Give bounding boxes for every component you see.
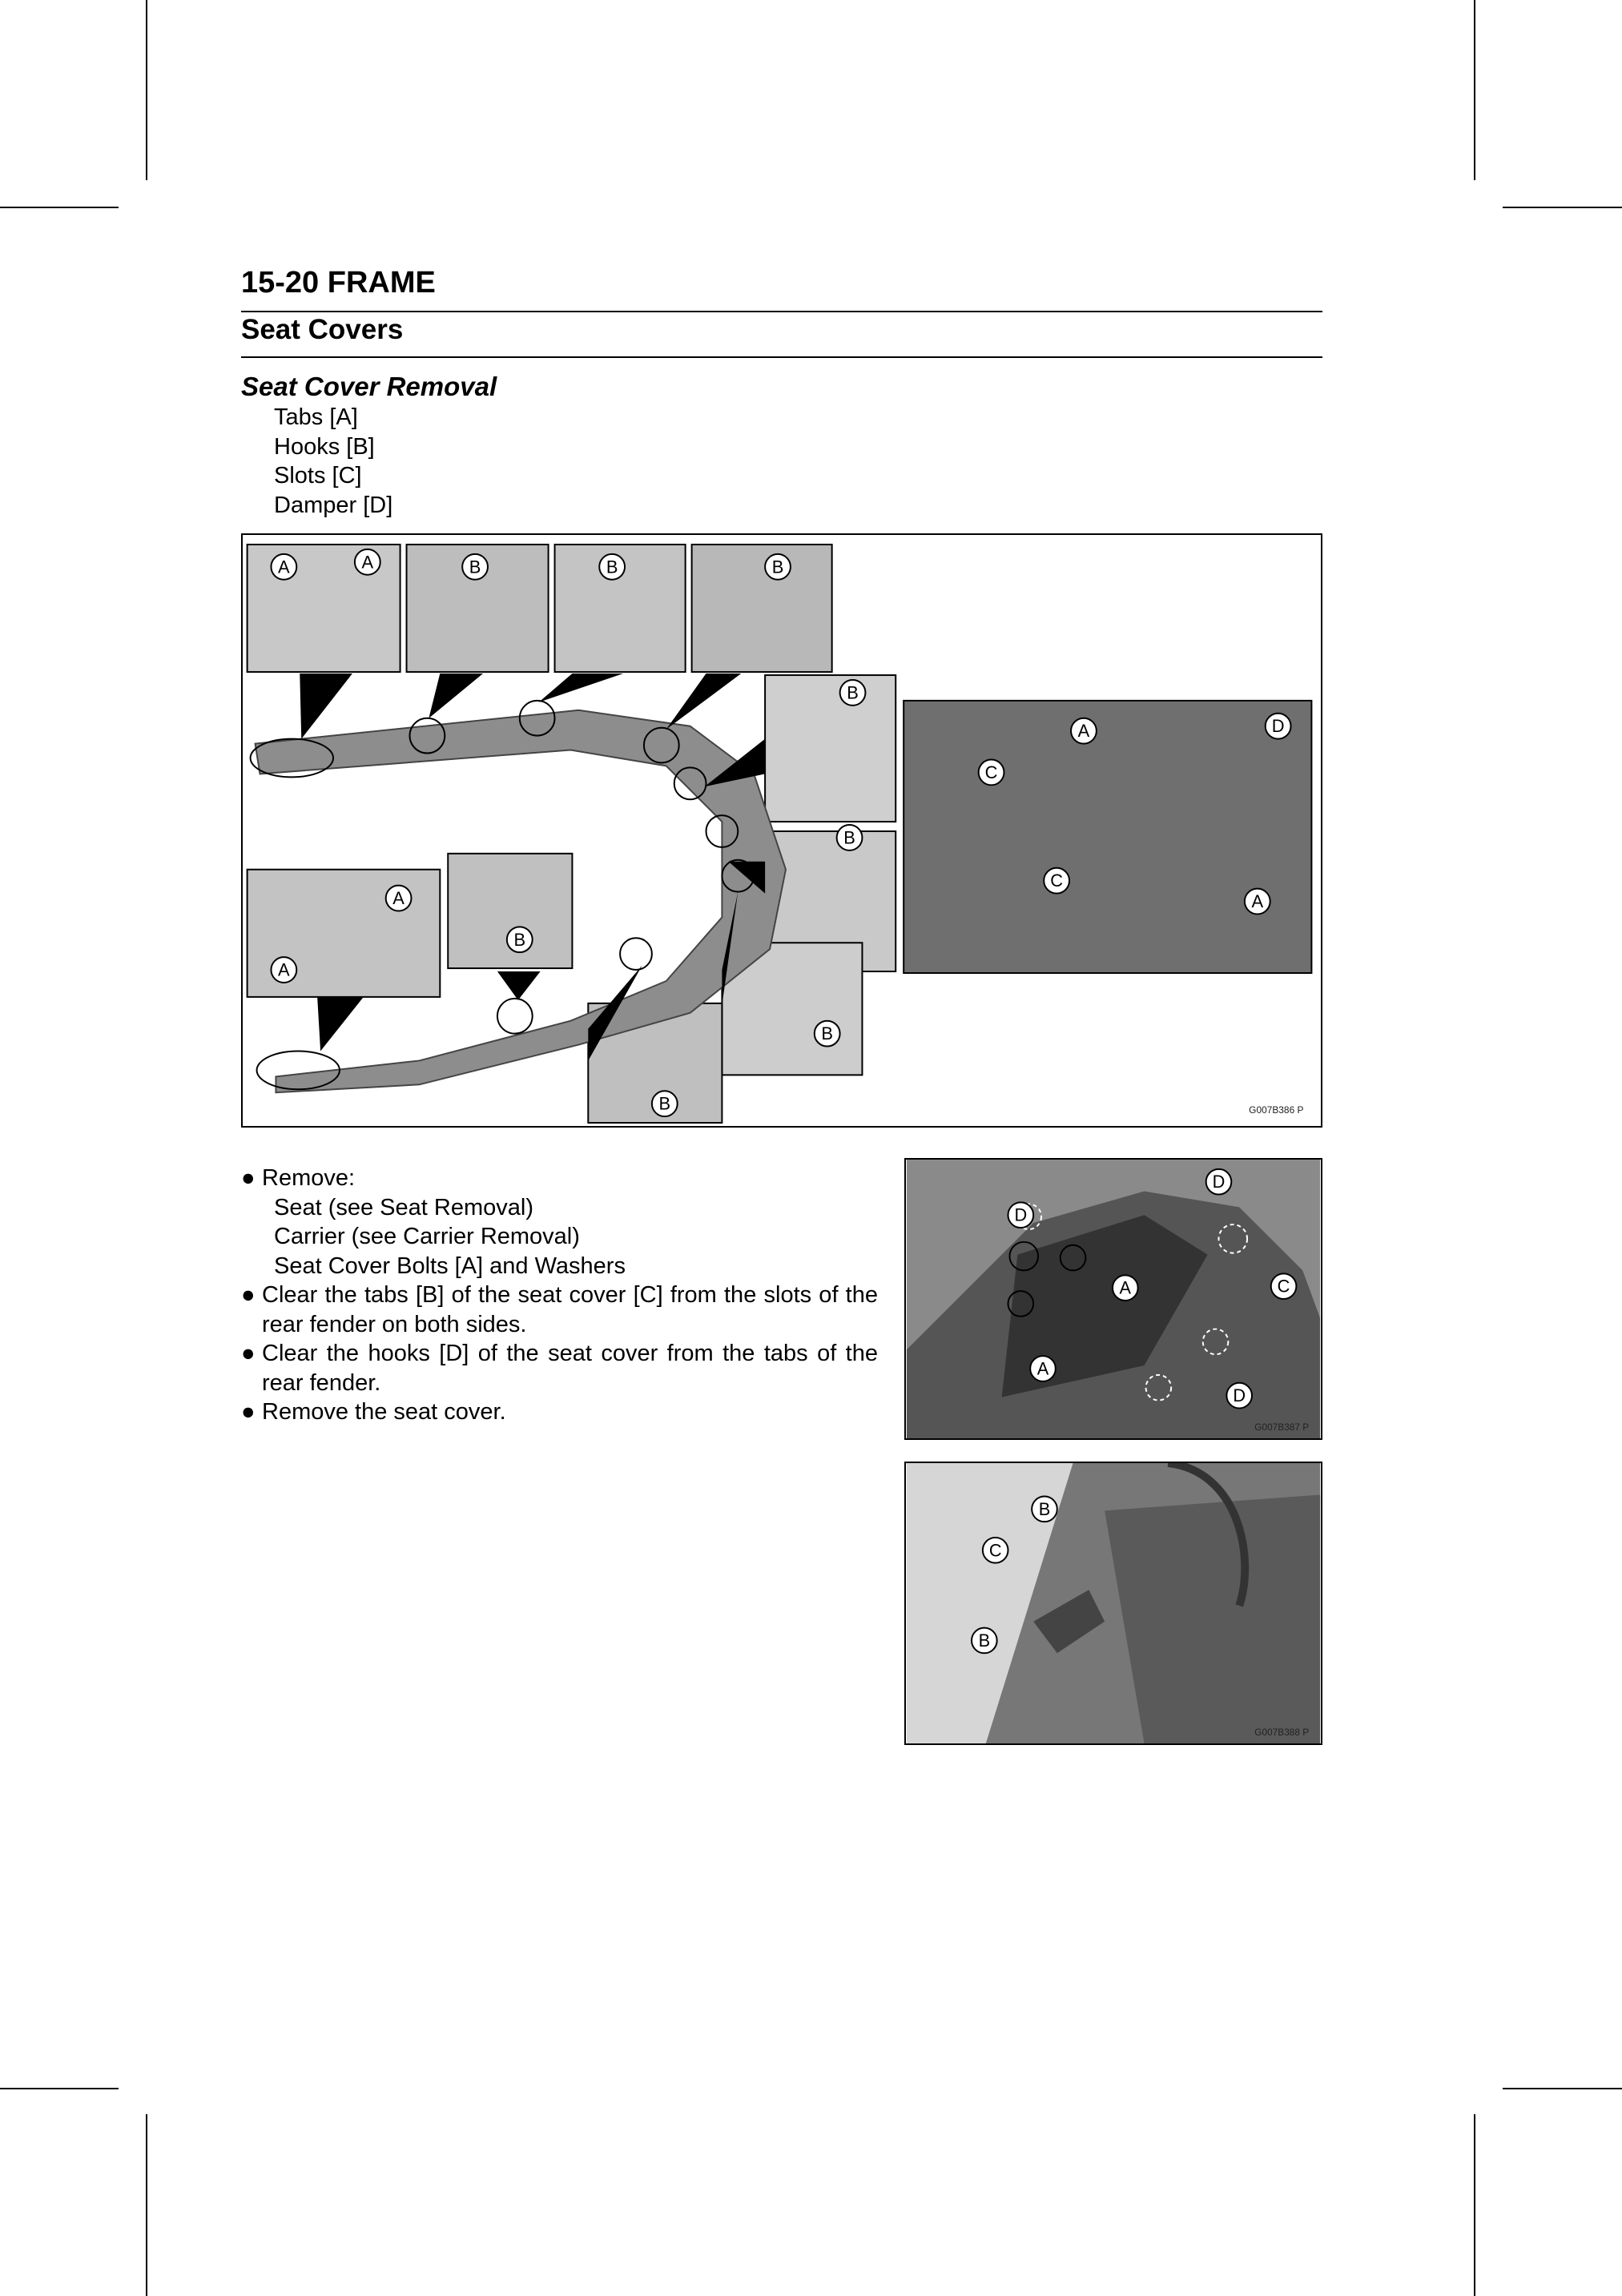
figure-code: G007B388 P (1254, 1727, 1310, 1739)
callout-a: A (1036, 1358, 1049, 1379)
step-remove-label: Remove: (262, 1165, 356, 1191)
step-text: Clear the hooks [D] of the seat cover from the tabs of the rear fender. (262, 1341, 878, 1396)
callout-c: C (1277, 1276, 1290, 1297)
seat-cover-tabs-illustration (906, 1463, 1321, 1743)
removal-steps (241, 1164, 878, 1427)
seat-cover-tabs-photo (904, 1462, 1322, 1745)
callout-c: C (1050, 871, 1064, 891)
step-remove: ● Remove: (241, 1165, 356, 1191)
callout-d: D (1271, 716, 1285, 737)
callout-a: A (1251, 891, 1264, 912)
header-rule (241, 311, 1322, 312)
callout-a: A (278, 557, 290, 577)
callout-d: D (1212, 1172, 1226, 1192)
crop-mark (0, 207, 119, 208)
callout-b: B (821, 1023, 833, 1044)
remove-item: Seat (see Seat Removal) (274, 1194, 533, 1220)
callout-b: B (1038, 1498, 1051, 1519)
callout-a: A (278, 959, 290, 980)
callout-a: A (1119, 1277, 1132, 1298)
legend-item: Hooks [B] (274, 433, 375, 460)
page-header: 15-20 FRAME (241, 266, 436, 300)
remove-item: Seat Cover Bolts [A] and Washers (274, 1253, 626, 1279)
step-remove-cover: ● Remove the seat cover. (241, 1399, 506, 1425)
callout-b: B (847, 682, 859, 703)
callout-a: A (392, 888, 404, 909)
step-text: Remove the seat cover. (262, 1399, 506, 1425)
callout-b: B (606, 557, 618, 577)
step-clear-tabs: ● Clear the tabs [B] of the seat cover [C] from the slots of the rear fender on both sides. (241, 1282, 878, 1337)
crop-mark (1503, 2088, 1622, 2089)
callout-b: B (469, 557, 481, 577)
callout-b: B (978, 1630, 991, 1651)
parts-legend (274, 403, 392, 520)
section-rule (241, 356, 1322, 358)
callout-b: B (771, 557, 784, 577)
section-title: Seat Covers (241, 314, 404, 345)
step-text: Clear the tabs [B] of the seat cover [C] from the slots of the rear fender on both sides. (262, 1282, 878, 1337)
callout-b: B (658, 1093, 671, 1114)
callout-b: B (843, 827, 855, 848)
subsection-title: Seat Cover Removal (241, 372, 497, 401)
callout-c: C (988, 1540, 1002, 1561)
crop-mark (146, 0, 147, 180)
seat-cover-bolts-photo (904, 1158, 1322, 1440)
legend-item: Damper [D] (274, 492, 393, 518)
callout-c: C (984, 762, 998, 782)
legend-item: Tabs [A] (274, 404, 358, 430)
crop-mark (1503, 207, 1622, 208)
figure-code: G007B387 P (1254, 1421, 1310, 1433)
seat-cover-overview-figure (241, 533, 1322, 1128)
callout-a: A (361, 552, 374, 573)
figure-code: G007B386 P (1249, 1104, 1304, 1116)
crop-mark (146, 2114, 147, 2296)
legend-item: Slots [C] (274, 463, 362, 489)
callout-d: D (1233, 1385, 1246, 1406)
seat-cover-overview-illustration (243, 535, 1321, 1126)
seat-cover-bolts-illustration (906, 1160, 1321, 1438)
step-clear-hooks: ● Clear the hooks [D] of the seat cover from the tabs of the rear fender. (241, 1341, 878, 1396)
remove-item: Carrier (see Carrier Removal) (274, 1224, 580, 1249)
callout-d: D (1014, 1204, 1028, 1225)
crop-mark (0, 2088, 119, 2089)
crop-mark (1474, 0, 1475, 180)
crop-mark (1474, 2114, 1475, 2296)
callout-a: A (1077, 721, 1090, 742)
callout-b: B (513, 929, 526, 950)
